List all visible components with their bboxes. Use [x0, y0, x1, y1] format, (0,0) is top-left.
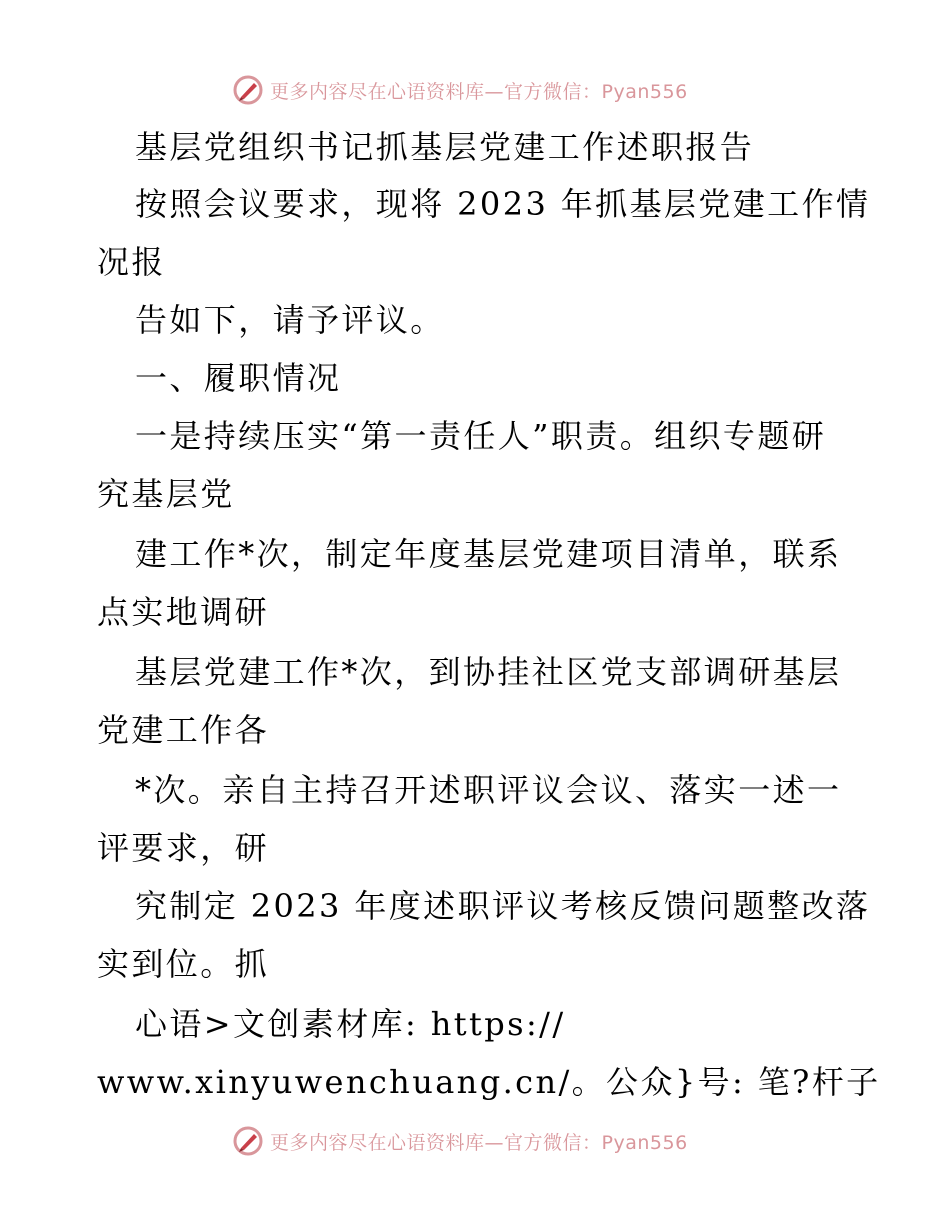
paragraph-line: 一是持续压实“第一责任人”职责。组织专题研 [135, 417, 827, 455]
header-watermark-banner [232, 73, 752, 107]
pen-logo-icon [232, 74, 264, 106]
paragraph-line: 基层党建工作*次，到协挂社区党支部调研基层 [135, 653, 842, 691]
paragraph-line: 究基层党 [97, 475, 235, 513]
paragraph-line: 党建工作各 [97, 711, 270, 749]
document-title: 基层党组织书记抓基层党建工作述职报告 [135, 128, 755, 166]
paragraph-line: 点实地调研 [97, 593, 270, 631]
paragraph-line: 况报 [97, 243, 166, 281]
paragraph-line: 究制定 2023 年度述职评议考核反馈问题整改落 [135, 887, 871, 925]
banner-text: 更多内容尽在心语资料库—官方微信：Pyan556 [270, 1131, 688, 1154]
paragraph-line: 告如下，请予评议。 [135, 301, 445, 339]
paragraph-line: *次。亲自主持召开述职评议会议、落实一述一 [135, 771, 842, 809]
source-line: 心语>文创素材库: https:// [135, 1005, 566, 1043]
pen-logo-icon [232, 1125, 264, 1157]
paragraph-line: 实到位。抓 [97, 945, 270, 983]
banner-text: 更多内容尽在心语资料库—官方微信：Pyan556 [270, 80, 688, 103]
paragraph-line: 建工作*次，制定年度基层党建项目清单，联系 [135, 535, 842, 573]
section-heading: 一、履职情况 [135, 359, 342, 397]
source-url-line: www.xinyuwenchuang.cn/。公众}号: 笔?杆子 [97, 1063, 881, 1101]
paragraph-line: 按照会议要求，现将 2023 年抓基层党建工作情 [135, 185, 871, 223]
footer-watermark-banner [232, 1124, 752, 1158]
paragraph-line: 评要求，研 [97, 829, 270, 867]
